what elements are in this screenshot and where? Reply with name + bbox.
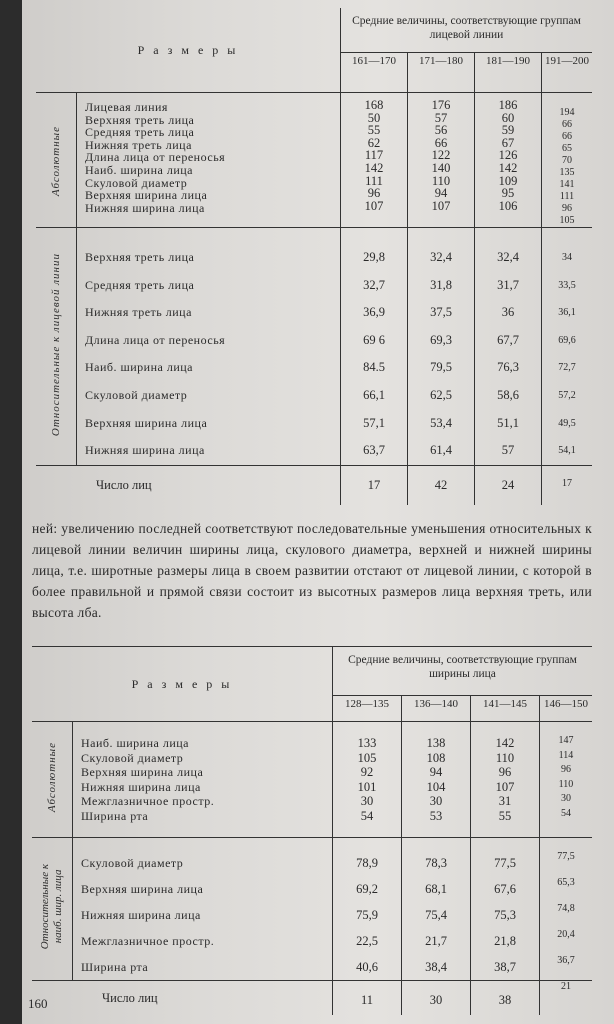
- row-name: Нижняя ширина лица: [81, 908, 201, 922]
- cell: 53: [429, 808, 443, 823]
- cell: 186: [498, 98, 518, 112]
- cell: 77,5: [557, 851, 575, 862]
- table2-relative-label: Относительные к наиб. шир. лица: [39, 864, 64, 950]
- cell: 11: [333, 981, 402, 1015]
- cell: 30: [429, 794, 443, 809]
- cell: 57,2: [558, 389, 576, 401]
- cell: 105: [357, 750, 377, 765]
- cell: 32,7: [363, 277, 385, 292]
- row-name: Средняя треть лица: [85, 277, 195, 292]
- cell: 38,4: [425, 960, 447, 974]
- table1-col-4: 191—200: [542, 53, 593, 93]
- cell: 75,9: [356, 908, 378, 922]
- table1-count-label: Число лиц: [36, 465, 341, 505]
- table2-header-sizes: Р а з м е р ы: [32, 647, 333, 722]
- table2-rel-col-3: [471, 838, 540, 981]
- cell: 51,1: [497, 415, 519, 430]
- table2-header-means: Средние величины, соответствующие группам ширины лица: [333, 647, 593, 696]
- cell: 147: [558, 735, 574, 746]
- cell: 101: [357, 779, 377, 794]
- cell: 31,8: [430, 277, 452, 292]
- table1-relative-block: [36, 228, 592, 466]
- cell: 30: [561, 793, 571, 805]
- cell: 57: [501, 443, 515, 458]
- cell: 59: [501, 123, 515, 138]
- cell: 126: [498, 148, 518, 163]
- table1-col-2: 171—180: [408, 53, 475, 93]
- row-name: Скуловой диаметр: [85, 175, 188, 190]
- cell: 77,5: [494, 856, 516, 870]
- row-name: Нижняя ширина лица: [85, 200, 205, 215]
- table1-abs-col-4: [542, 93, 593, 228]
- cell: 58,6: [497, 387, 519, 402]
- cell: 117: [364, 148, 384, 163]
- row-name: Скуловой диаметр: [81, 856, 184, 870]
- cell: 63,7: [363, 443, 385, 458]
- row-name: Верхняя ширина лица: [85, 188, 208, 203]
- face-width-groups-table: [32, 646, 592, 1015]
- row-name: Ширина рта: [81, 960, 149, 974]
- table1-rel-col-2: [408, 228, 475, 466]
- cell: 76,3: [497, 360, 519, 375]
- cell: 54: [360, 808, 374, 823]
- cell: 107: [364, 198, 384, 213]
- table2-absolute-block: [32, 722, 592, 838]
- table1-header-means: Средние величины, соответствующие группам лицевой линии: [341, 8, 593, 53]
- row-name: Межглазничное простр.: [81, 934, 215, 948]
- cell: 110: [558, 778, 574, 790]
- row-name: Длина лица от переносья: [85, 332, 226, 347]
- cell: 54: [561, 807, 571, 819]
- cell: 138: [426, 736, 446, 750]
- table2-abs-col-1: [333, 722, 402, 838]
- table1-header-sizes: Р а з м е р ы: [36, 8, 341, 93]
- table2-col-2: 136—140: [402, 696, 471, 722]
- body-paragraph: ней: увеличению последней соответствуют последовательные уменьшения относительных к лицевой линии величин ширины лица, скулового диаметра, верхней и нижней ширины лица, т.е. широтные размеры лица в своем развитии отстают от лицевой линии, с которой в более правильной и прямой связи состоит из высотных размеров лица верхняя треть, или высота лба.: [32, 521, 592, 620]
- cell: 40,6: [356, 960, 378, 974]
- table1-rel-col-3: [475, 228, 542, 466]
- cell: 66,1: [363, 387, 385, 402]
- cell: 133: [357, 736, 377, 750]
- cell: 38: [471, 981, 540, 1015]
- table1-absolute-names: [77, 93, 341, 228]
- row-name: Скуловой диаметр: [85, 387, 188, 402]
- cell: 96: [561, 764, 571, 776]
- table1-abs-col-1: [341, 93, 408, 228]
- cell: 96: [562, 203, 572, 214]
- cell: 96: [498, 765, 512, 780]
- cell: 142: [364, 160, 384, 175]
- table2-rel-col-1: [333, 838, 402, 981]
- cell: 94: [429, 765, 443, 780]
- row-name: Лицевая линия: [85, 100, 168, 114]
- cell: 67,7: [497, 332, 519, 347]
- cell: 108: [426, 750, 446, 765]
- row-name: Верхняя треть лица: [85, 112, 195, 127]
- cell: 42: [408, 465, 475, 505]
- cell: 78,3: [425, 856, 447, 870]
- cell: 74,8: [557, 903, 575, 914]
- table1-rel-col-1: [341, 228, 408, 466]
- cell: 72,7: [558, 362, 576, 374]
- cell: 31,7: [497, 277, 519, 292]
- table2-col-3: 141—145: [471, 696, 540, 722]
- cell: 110: [431, 173, 451, 188]
- table2-rel-col-2: [402, 838, 471, 981]
- cell: 75,3: [494, 908, 516, 922]
- cell: 67,6: [494, 882, 516, 896]
- cell: 17: [341, 465, 408, 505]
- cell: 110: [495, 750, 515, 765]
- cell: 109: [498, 173, 518, 188]
- table2-count-row: [32, 981, 592, 1015]
- cell: 57: [434, 110, 448, 125]
- row-name: Средняя треть лица: [85, 125, 195, 140]
- cell: 114: [558, 749, 574, 761]
- row-name: Скуловой диаметр: [81, 750, 184, 765]
- cell: 20,4: [557, 929, 575, 940]
- table2-absolute-names: [73, 722, 333, 838]
- row-name: Нижняя ширина лица: [81, 779, 201, 794]
- cell: 37,5: [430, 305, 452, 320]
- cell: 104: [426, 779, 446, 794]
- cell: 75,4: [425, 908, 447, 922]
- row-name: Наиб. ширина лица: [85, 360, 194, 375]
- cell: 24: [475, 465, 542, 505]
- row-name: Ширина рта: [81, 808, 149, 823]
- cell: 53,4: [430, 415, 452, 430]
- cell: 69,3: [430, 332, 452, 347]
- cell: 65,3: [557, 877, 575, 888]
- cell: 61,4: [430, 443, 452, 458]
- table1-relative-names: [77, 228, 341, 466]
- cell: 30: [360, 794, 374, 809]
- table2-abs-col-3: [471, 722, 540, 838]
- row-name: Верхняя ширина лица: [81, 765, 204, 780]
- table2-count-label: Число лиц: [32, 981, 333, 1015]
- cell: 79,5: [430, 360, 452, 375]
- table2-col-1: 128—135: [333, 696, 402, 722]
- table1-absolute-block: [36, 93, 592, 228]
- row-name: Наиб. ширина лица: [81, 736, 190, 750]
- cell: 55: [498, 808, 512, 823]
- cell: 69,6: [558, 334, 576, 346]
- cell: 66: [434, 135, 448, 150]
- cell: 36,7: [557, 955, 575, 966]
- cell: 62: [367, 135, 381, 150]
- cell: 66: [562, 119, 572, 130]
- row-name: Верхняя треть лица: [85, 250, 195, 264]
- cell: 140: [431, 160, 451, 175]
- page-binding-edge: [0, 0, 22, 1024]
- table2-abs-col-2: [402, 722, 471, 838]
- table2-rel-col-4: [540, 838, 593, 981]
- cell: 30: [402, 981, 471, 1015]
- table1-col-1: 161—170: [341, 53, 408, 93]
- cell: 107: [495, 779, 515, 794]
- table1-abs-col-3: [475, 93, 542, 228]
- cell: 34: [562, 252, 572, 263]
- cell: 69,2: [356, 882, 378, 896]
- table2-col-4: 146—150: [540, 696, 593, 722]
- cell: 66: [562, 131, 572, 142]
- cell: 38,7: [494, 960, 516, 974]
- cell: 55: [367, 123, 381, 138]
- row-name: Верхняя ширина лица: [81, 882, 204, 896]
- cell: 57,1: [363, 415, 385, 430]
- cell: 62,5: [430, 387, 452, 402]
- table1-col-3: 181—190: [475, 53, 542, 93]
- cell: 32,4: [497, 250, 519, 264]
- cell: 56: [434, 123, 448, 138]
- row-name: Нижняя треть лица: [85, 137, 192, 152]
- cell: 36,9: [363, 305, 385, 320]
- cell: 50: [367, 110, 381, 125]
- row-name: Нижняя ширина лица: [85, 443, 205, 458]
- cell: 65: [562, 143, 572, 154]
- cell: 95: [501, 186, 515, 201]
- row-name: Длина лица от переносья: [85, 150, 226, 165]
- table2-relative-names: [73, 838, 333, 981]
- cell: 49,5: [558, 417, 576, 429]
- cell: 36: [501, 305, 515, 320]
- cell: 22,5: [356, 934, 378, 948]
- cell: 194: [559, 107, 575, 118]
- table1-rel-col-4: [542, 228, 593, 466]
- cell: 122: [431, 148, 451, 163]
- cell: 111: [365, 173, 383, 188]
- cell: 141: [559, 179, 575, 190]
- cell: 21,8: [494, 934, 516, 948]
- cell: 111: [559, 191, 575, 202]
- cell: 176: [431, 98, 451, 112]
- cell: 69 6: [363, 332, 385, 347]
- cell: 142: [498, 160, 518, 175]
- cell: 106: [498, 198, 518, 213]
- cell: 70: [562, 155, 572, 166]
- cell: 142: [495, 736, 515, 750]
- cell: 168: [364, 98, 384, 112]
- row-name: Межглазничное простр.: [81, 794, 215, 809]
- cell: 92: [360, 765, 374, 780]
- cell: 96: [367, 186, 381, 201]
- table2-abs-col-4: [540, 722, 593, 838]
- cell: 105: [559, 215, 575, 226]
- cell: 135: [559, 167, 575, 178]
- cell: 17: [542, 465, 593, 505]
- face-line-groups-table: [36, 8, 592, 505]
- cell: 36,1: [558, 307, 576, 319]
- cell: 84.5: [363, 360, 385, 375]
- cell: 29,8: [363, 250, 385, 264]
- row-name: Наиб. ширина лица: [85, 162, 194, 177]
- cell: 107: [431, 198, 451, 213]
- cell: 68,1: [425, 882, 447, 896]
- table2-relative-block: [32, 838, 592, 981]
- cell: 94: [434, 186, 448, 201]
- cell: 67: [501, 135, 515, 150]
- table2-absolute-label: Абсолютные: [46, 742, 58, 813]
- row-name: Верхняя ширина лица: [85, 415, 208, 430]
- table1-abs-col-2: [408, 93, 475, 228]
- table1-absolute-label: Абсолютные: [50, 125, 62, 197]
- table1-relative-label: Относительные к лицевой линии: [50, 252, 62, 436]
- cell: 32,4: [430, 250, 452, 264]
- table1-count-row: [36, 465, 592, 505]
- row-name: Нижняя треть лица: [85, 305, 192, 320]
- cell: 21: [540, 981, 593, 1015]
- cell: 33,5: [558, 279, 576, 291]
- cell: 78,9: [356, 856, 378, 870]
- cell: 54,1: [558, 445, 576, 457]
- cell: 21,7: [425, 934, 447, 948]
- page-number: 160: [28, 996, 48, 1011]
- cell: 31: [498, 794, 512, 809]
- cell: 60: [501, 110, 515, 125]
